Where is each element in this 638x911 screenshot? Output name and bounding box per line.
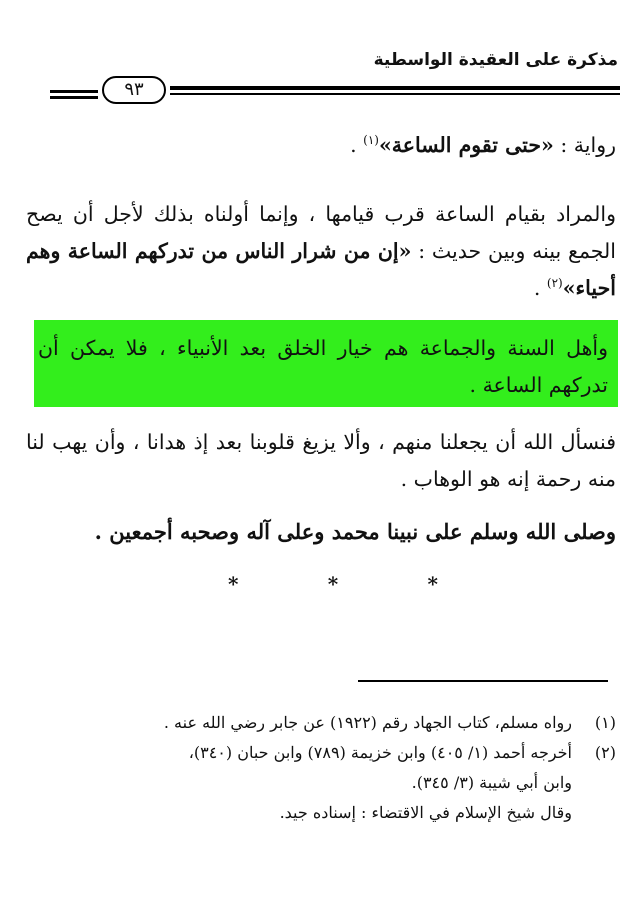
p2-text: والمراد بقيام الساعة قرب قيامها ، وإنما أولناه بذلك لأجل أن يصح الجمع بينه وبين حديث : bbox=[26, 202, 616, 263]
footnote-separator bbox=[358, 680, 608, 682]
header-rule-left-top bbox=[50, 90, 98, 93]
footnote-number: (١) bbox=[594, 713, 616, 732]
footnote-line: رواه مسلم، كتاب الجهاد رقم (١٩٢٢) عن جابر رضي الله عنه . bbox=[163, 713, 572, 732]
footnote-text bbox=[26, 738, 572, 828]
header-rule-right-thick bbox=[170, 86, 620, 90]
p1-text: رواية : bbox=[553, 133, 616, 157]
page-number: ٩٣ bbox=[102, 76, 166, 104]
p2-end: . bbox=[533, 276, 547, 300]
separator-stars bbox=[228, 572, 438, 596]
footnotes bbox=[26, 708, 616, 828]
book-title: مذكرة على العقيدة الواسطية bbox=[373, 50, 618, 70]
paragraph-5: وصلى الله وسلم على نبينا محمد وعلى آله وصحبه أجمعين . bbox=[94, 519, 616, 544]
page-header bbox=[50, 40, 620, 110]
footnote-text bbox=[26, 708, 572, 738]
footnote-ref-1[interactable]: (١) bbox=[363, 133, 379, 148]
footnote-ref-2[interactable]: (٢) bbox=[546, 276, 563, 291]
star-icon: * bbox=[228, 572, 239, 596]
footnote-line: وابن أبي شيبة (٣/ ٣٤٥). bbox=[411, 773, 572, 792]
header-rule-right-thin bbox=[170, 93, 620, 95]
p1-end: . bbox=[350, 133, 364, 157]
footnote-line: وقال شيخ الإسلام في الاقتضاء : إسناده جيد. bbox=[279, 803, 572, 822]
paragraph-2 bbox=[26, 196, 616, 307]
star-icon: * bbox=[327, 572, 339, 596]
footnote-1 bbox=[26, 708, 616, 738]
p2-quote: «إن من شرار الناس من تدركهم الساعة وهم أحياء» bbox=[26, 239, 616, 300]
footnote-number: (٢) bbox=[594, 743, 616, 762]
footnote-2 bbox=[26, 738, 616, 828]
star-icon: * bbox=[427, 572, 438, 596]
header-rule-left-bottom bbox=[50, 96, 98, 99]
p1-quote: «حتى تقوم الساعة» bbox=[378, 133, 554, 157]
paragraph-1 bbox=[26, 133, 616, 157]
footnote-line: أخرجه أحمد (١/ ٤٠٥) وابن خزيمة (٧٨٩) وابن حبان (٣٤٠)، bbox=[188, 743, 572, 762]
paragraph-3-highlighted: وأهل السنة والجماعة هم خيار الخلق بعد الأنبياء ، فلا يمكن أن تدركهم الساعة . bbox=[38, 336, 608, 397]
paragraph-4: فنسأل الله أن يجعلنا منهم ، وألا يزيغ قلوبنا بعد إذ هدانا ، وأن يهب لنا منه رحمة إنه هو الوهاب . bbox=[26, 430, 616, 491]
